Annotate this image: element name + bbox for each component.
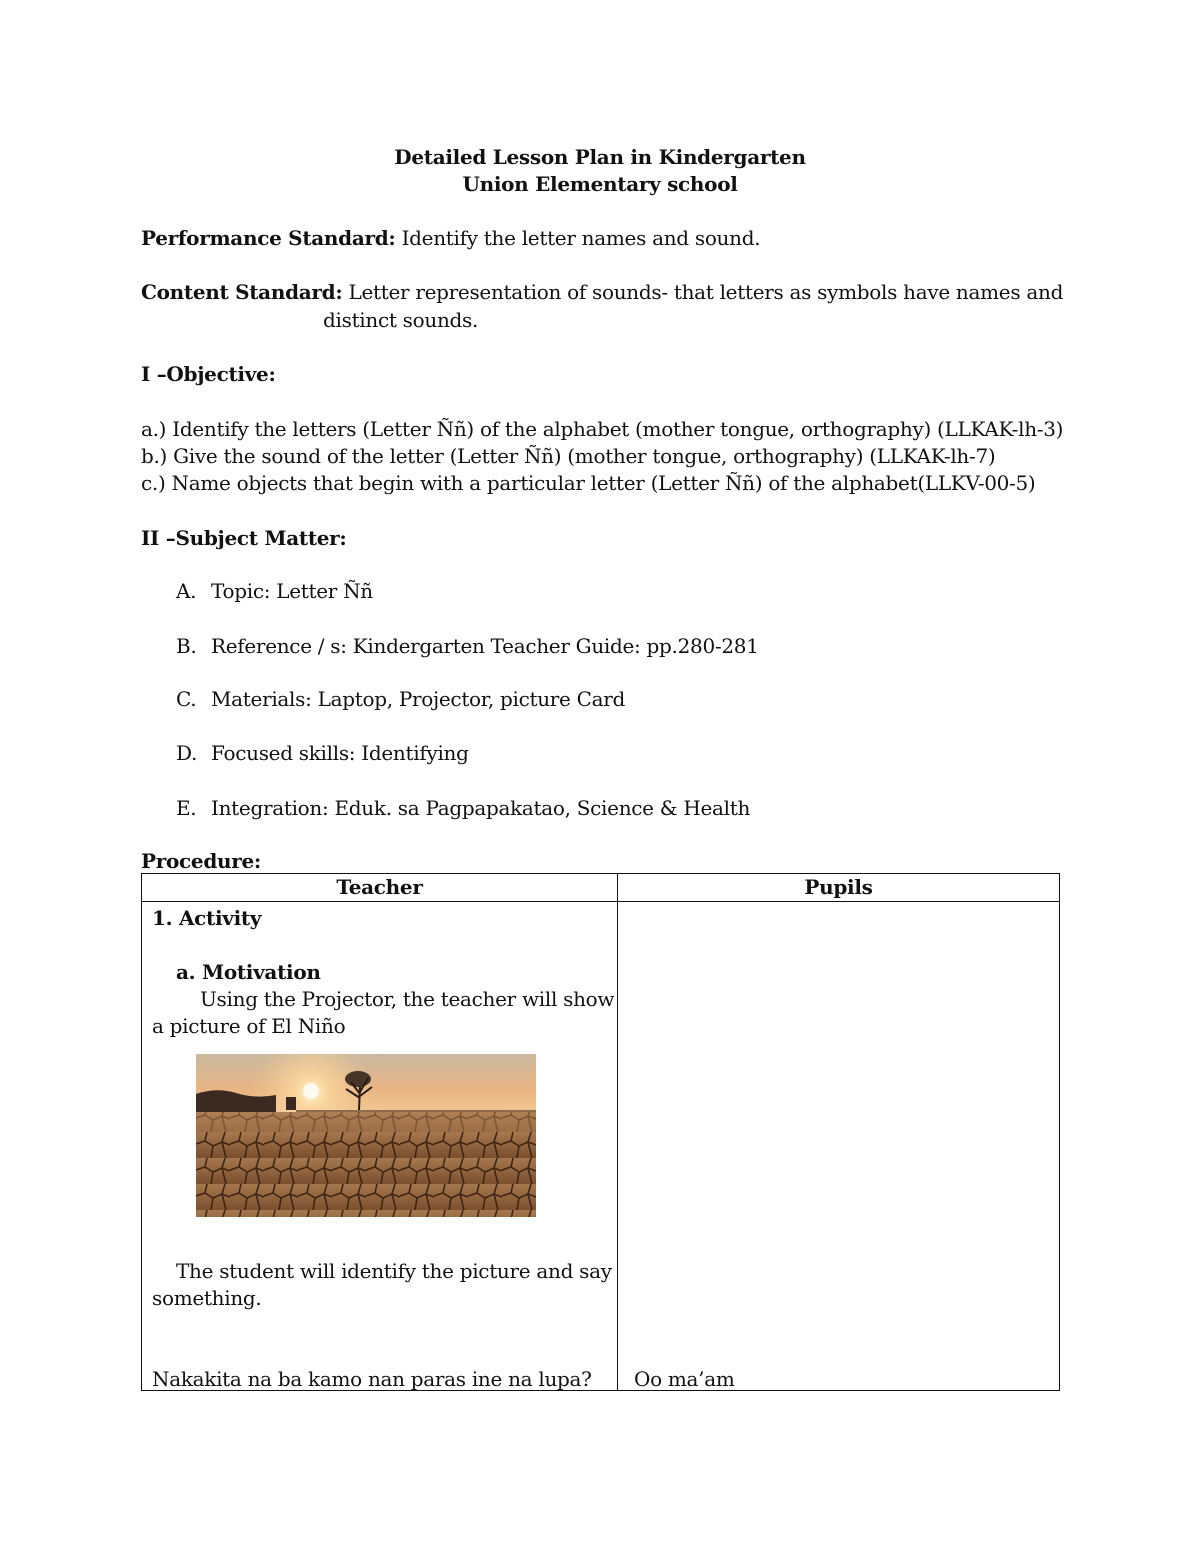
- content-standard-text-line1: Letter representation of sounds- that letters as symbols have names and: [348, 280, 1064, 304]
- teacher-instruction-line2: a picture of El Niño: [152, 1014, 346, 1038]
- pupils-answer: Oo ma’am: [634, 1367, 735, 1391]
- subject-item-marker: A.: [176, 579, 197, 603]
- teacher-cell: [142, 902, 618, 1391]
- activity-heading: 1. Activity: [152, 906, 262, 930]
- content-standard-label: Content Standard:: [141, 280, 343, 304]
- subject-matter-heading: II –Subject Matter:: [141, 526, 347, 550]
- table-row: [142, 902, 1060, 1391]
- subject-item-marker: C.: [176, 687, 197, 711]
- teacher-instruction-line4: something.: [152, 1286, 262, 1310]
- subject-item-topic: Topic: Letter Ññ: [211, 579, 373, 603]
- procedure-heading: Procedure:: [141, 849, 261, 873]
- performance-standard: [141, 226, 760, 250]
- content-standard-text-line2: distinct sounds.: [323, 308, 479, 332]
- pupils-cell: [618, 902, 1060, 1391]
- school-name: Union Elementary school: [462, 172, 738, 196]
- subject-item-skills: Focused skills: Identifying: [211, 741, 469, 765]
- procedure-table: [141, 873, 1060, 1391]
- subject-item-marker: E.: [176, 796, 197, 820]
- subject-item-marker: D.: [176, 741, 198, 765]
- performance-standard-label: Performance Standard:: [141, 226, 396, 250]
- teacher-instruction-line3: The student will identify the picture and say: [176, 1259, 612, 1283]
- objective-item-a: a.) Identify the letters (Letter Ññ) of the alphabet (mother tongue, orthography) (LLKAK-lh-3): [141, 417, 1064, 441]
- content-standard: [141, 280, 1063, 304]
- performance-standard-text: Identify the letter names and sound.: [401, 226, 761, 250]
- teacher-instruction-line1: Using the Projector, the teacher will show: [200, 987, 615, 1011]
- subject-item-reference: Reference / s: Kindergarten Teacher Guide: pp.280-281: [211, 634, 759, 658]
- objective-item-c: c.) Name objects that begin with a particular letter (Letter Ññ) of the alphabet(LLKV-00-5): [141, 471, 1036, 495]
- objective-heading: I –Objective:: [141, 362, 276, 386]
- el-nino-drought-image: [196, 1054, 536, 1217]
- document-title: Detailed Lesson Plan in Kindergarten: [394, 145, 806, 169]
- objective-item-b: b.) Give the sound of the letter (Letter Ññ) (mother tongue, orthography) (LLKAK-lh-7): [141, 444, 996, 468]
- motivation-heading: a. Motivation: [176, 960, 321, 984]
- table-header-row: [142, 874, 1060, 902]
- subject-item-materials: Materials: Laptop, Projector, picture Card: [211, 687, 626, 711]
- column-header-teacher: Teacher: [142, 874, 618, 902]
- column-header-pupils: Pupils: [618, 874, 1060, 902]
- teacher-question: Nakakita na ba kamo nan paras ine na lupa?: [152, 1367, 592, 1391]
- subject-item-integration: Integration: Eduk. sa Pagpapakatao, Science & Health: [211, 796, 751, 820]
- subject-item-marker: B.: [176, 634, 197, 658]
